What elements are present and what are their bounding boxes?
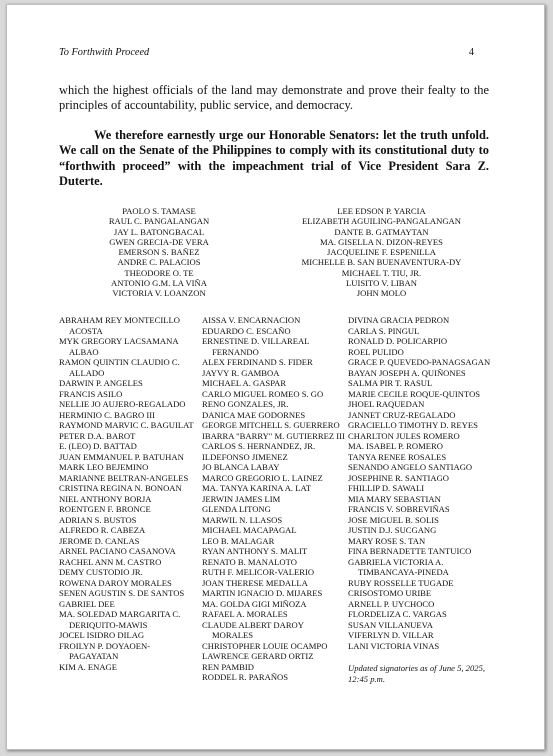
signatory-name: KIM A. ENAGE <box>59 661 118 672</box>
signatory-name: MICHAEL MACAPAGAL <box>202 525 297 535</box>
signatory-name: TANYA RENEE ROSALES <box>348 451 447 462</box>
body-paragraph-1: which the highest officials of the land may demonstrate and prove their fealty to the principles of accountability, public service, and democracy. <box>59 83 489 112</box>
signatory-name: ARNELL P. UYCHOCO <box>348 598 435 609</box>
signatory-name: GABRIEL DEE <box>59 598 115 609</box>
signatory-name: MYK GREGORY LACSAMANA ALBAO <box>59 336 179 357</box>
signatory-name: FLORDELIZA C. VARGAS <box>348 609 447 619</box>
signatory-name: LEE EDSON P. YARCIA <box>337 206 426 216</box>
signatory-name: DEMY CUSTODIO JR. <box>59 567 143 577</box>
signatory-name: EMERSON S. BAÑEZ <box>118 247 200 258</box>
signatory-name: JEROME D. CANLAS <box>59 535 140 546</box>
signatory-name: LUISITO V. LIBAN <box>346 278 417 289</box>
signatory-name: ABRAHAM REY MONTECILLO ACOSTA <box>59 315 180 336</box>
update-note: Updated signatories as of June 5, 2025, 12:45 p.m. <box>348 663 486 684</box>
signatory-name: JOSEPHINE R. SANTIAGO <box>348 472 449 483</box>
signatory-name: PAOLO S. TAMASE <box>122 206 196 216</box>
running-header: To Forthwith Proceed <box>59 47 150 58</box>
signatory-name: SENANDO ANGELO SANTIAGO <box>348 462 473 472</box>
signatory-name: MA. SOLEDAD MARGARITA C. DERIQUITO-MAWIS <box>59 609 181 630</box>
signatory-name: VIFERLYN D. VILLAR <box>348 630 434 640</box>
signatory-name: FHILLIP D. SAWALI <box>348 483 425 493</box>
signatory-name: MARCO GREGORIO L. LAINEZ <box>202 472 323 483</box>
signatory-name: BAYAN JOSEPH A. QUIÑONES <box>348 367 466 378</box>
signatory-name: GRACIELLO TIMOTHY D. REYES <box>348 420 478 430</box>
signatory-name: DIVINA GRACIA PEDRON <box>348 315 450 325</box>
signatory-name: MICHELLE B. SAN BUENAVENTURA-DY <box>301 257 462 268</box>
signatory-name: ALEX FERDINAND S. FIDER <box>202 357 313 367</box>
signatory-name: RYAN ANTHONY S. MALIT <box>202 546 308 556</box>
signatory-name: E. (LEO) D. BATTAD <box>59 441 137 451</box>
signatory-name: LEO B. MALAGAR <box>202 535 275 546</box>
signatory-name: MA. ISABEL P. ROMERO <box>348 441 443 451</box>
signatory-name: JERWIN JAMES LIM <box>202 493 281 504</box>
signatory-name: GRACE P. QUEVEDO-PANAGSAGAN <box>348 357 491 367</box>
signatory-name: RUTH F. MELICOR-VALERIO <box>202 567 315 577</box>
signatory-name: MARWIL N. LLASOS <box>202 514 283 525</box>
signatory-name: RODDEL R. PARAÑOS <box>202 672 289 682</box>
signatory-name: FROILYN P. DOYAOEN-PAGAYATAN <box>59 640 151 661</box>
signatory-name: DANTE B. GATMAYTAN <box>334 226 429 237</box>
signatory-name: HERMINIO C. BAGRO III <box>59 409 155 420</box>
signatory-name: MIA MARY SEBASTIAN <box>348 493 441 504</box>
signatory-column-2 <box>202 315 345 683</box>
signatory-name: ERNESTINE D. VILLAREAL FERNANDO <box>202 336 310 357</box>
signatory-name: CRISOSTOMO URIBE <box>348 588 432 598</box>
signatory-name: ELIZABETH AGUILING-PANGALANGAN <box>302 216 461 227</box>
signatory-name: ARNEL PACIANO CASANOVA <box>59 546 176 556</box>
lead-signatories-left <box>59 206 259 299</box>
signatory-name: REN PAMBID <box>202 661 254 672</box>
signatory-name: JHOEL RAQUEDAN <box>348 399 425 409</box>
signatory-name: MARIE CECILE ROQUE-QUINTOS <box>348 388 481 399</box>
signatory-name: VICTORIA V. LOANZON <box>112 288 206 299</box>
signatory-name: CHARLTON JULES ROMERO <box>348 430 460 441</box>
signatory-name: EDUARDO C. ESCAÑO <box>202 325 291 336</box>
signatory-name: MICHAEL A. GASPAR <box>202 378 287 388</box>
signatory-name: CARLOS S. HERNANDEZ, JR. <box>202 441 316 451</box>
signatory-name: RAUL C. PANGALANGAN <box>108 216 210 227</box>
signatory-name: THEODORE O. TE <box>124 267 194 278</box>
signatory-name: JOSE MIGUEL B. SOLIS <box>348 514 439 525</box>
signatory-name: RENO GONZALES, JR. <box>202 399 289 409</box>
signatory-name: ANDRE C. PALACIOS <box>117 257 201 268</box>
signatory-name: RAMON QUINTIN CLAUDIO C. ALLADO <box>59 357 180 378</box>
lead-signatories-right <box>269 206 494 299</box>
signatory-name: GLENDA LITONG <box>202 504 271 514</box>
signatory-name: RUBY ROSSELLE TUGADE <box>348 577 454 588</box>
signatory-name: MA. GISELLA N. DIZON-REYES <box>320 236 443 247</box>
signatory-name: NIEL ANTHONY BORJA <box>59 493 152 504</box>
signatory-name: ANTONIO G.M. LA VIÑA <box>111 278 207 289</box>
signatory-name: LAWRENCE GERARD ORTIZ <box>202 651 314 661</box>
signatory-name: ALFREDO R. CABEZA <box>59 525 146 535</box>
signatory-name: ILDEFONSO JIMENEZ <box>202 451 288 462</box>
signatory-column-3-list <box>348 315 498 651</box>
signatory-name: RAYMOND MARVIC C. BAGUILAT <box>59 420 194 430</box>
signatory-name: PETER D.A. BAROT <box>59 430 136 441</box>
signatory-name: CARLA S. PINGUL <box>348 325 420 336</box>
signatory-name: CRISTINA REGINA N. BONOAN <box>59 483 182 493</box>
signatory-name: CARLO MIGUEL ROMEO S. GO <box>202 388 324 399</box>
signatory-name: NELLIE JO AUJERO-REGALADO <box>59 399 186 409</box>
signatory-name: GWEN GRECIA-DE VERA <box>109 236 209 247</box>
signatory-column-3 <box>348 315 498 684</box>
page-number: 4 <box>468 47 474 58</box>
signatory-name: JUAN EMMANUEL P. BATUHAN <box>59 451 184 462</box>
signatory-name: SENEN AGUSTIN S. DE SANTOS <box>59 588 185 598</box>
signatory-name: DARWIN P. ANGELES <box>59 378 143 388</box>
signatory-name: MARTIN IGNACIO D. MIJARES <box>202 588 323 598</box>
signatory-name: JANNET CRUZ-REGALADO <box>348 409 456 420</box>
signatory-name: CLAUDE ALBERT DAROY MORALES <box>202 619 304 640</box>
signatory-name: JOCEL ISIDRO DILAG <box>59 630 145 640</box>
signatory-name: ROEL PULIDO <box>348 346 404 357</box>
signatory-name: MA. GOLDA GIGI MIÑOZA <box>202 598 307 609</box>
signatory-name: JUSTIN D.J. SUCGANG <box>348 525 437 535</box>
signatory-name: SUSAN VILLANUEVA <box>348 619 433 630</box>
signatory-name: FINA BERNADETTE TANTUICO <box>348 546 472 556</box>
body-paragraph-2: We therefore earnestly urge our Honorable Senators: let the truth unfold. We call on the Senate of the Philippines to comply with its constitutional duty to “forthwith proceed” with the impeachment trial of Vice President Sara Z. Duterte. <box>59 128 489 188</box>
signatory-name: IBARRA "BARRY" M. GUTIERREZ III <box>202 430 345 441</box>
signatory-name: MA. TANYA KARINA A. LAT <box>202 483 311 493</box>
signatory-name: AISSA V. ENCARNACION <box>202 315 301 325</box>
document-page <box>6 4 545 750</box>
signatory-name: JOAN THERESE MEDALLA <box>202 577 308 588</box>
signatory-name: JOHN MOLO <box>356 288 407 299</box>
signatory-name: RENATO B. MANALOTO <box>202 556 297 567</box>
signatory-name: MARK LEO BEJEMINO <box>59 462 149 472</box>
signatory-name: JACQUELINE F. ESPENILLA <box>327 247 436 258</box>
signatory-name: FRANCIS ASILO <box>59 388 123 399</box>
signatory-name: RONALD D. POLICARPIO <box>348 336 448 346</box>
signatory-name: GABRIELA VICTORIA A. TIMBANCAYA-PINEDA <box>348 556 449 577</box>
signatory-name: CHRISTOPHER LOUIE OCAMPO <box>202 640 328 651</box>
signatory-name: GEORGE MITCHELL S. GUERRERO <box>202 420 340 430</box>
signatory-name: JAYVY R. GAMBOA <box>202 367 280 378</box>
signatory-name: LANI VICTORIA VINAS <box>348 640 440 651</box>
signatory-name: ROWENA DAROY MORALES <box>59 577 172 588</box>
signatory-name: FRANCIS V. SOBREVIÑAS <box>348 504 450 514</box>
signatory-name: MARIANNE BELTRAN-ANGELES <box>59 472 189 483</box>
signatory-name: ADRIAN S. BUSTOS <box>59 514 137 525</box>
signatory-name: SALMA PIR T. RASUL <box>348 378 433 388</box>
signatory-name: DANICA MAE GODORNES <box>202 409 306 420</box>
signatory-name: RACHEL ANN M. CASTRO <box>59 556 162 567</box>
signatory-name: RAFAEL A. MORALES <box>202 609 288 619</box>
signatory-name: ROENTGEN F. BRONCE <box>59 504 151 514</box>
signatory-name: MARY ROSE S. TAN <box>348 535 426 546</box>
signatory-name: JAY L. BATONGBACAL <box>113 226 205 237</box>
signatory-name: JO BLANCA LABAY <box>202 462 280 472</box>
signatory-column-1 <box>59 315 199 672</box>
signatory-name: MICHAEL T. TIU, JR. <box>341 267 422 278</box>
